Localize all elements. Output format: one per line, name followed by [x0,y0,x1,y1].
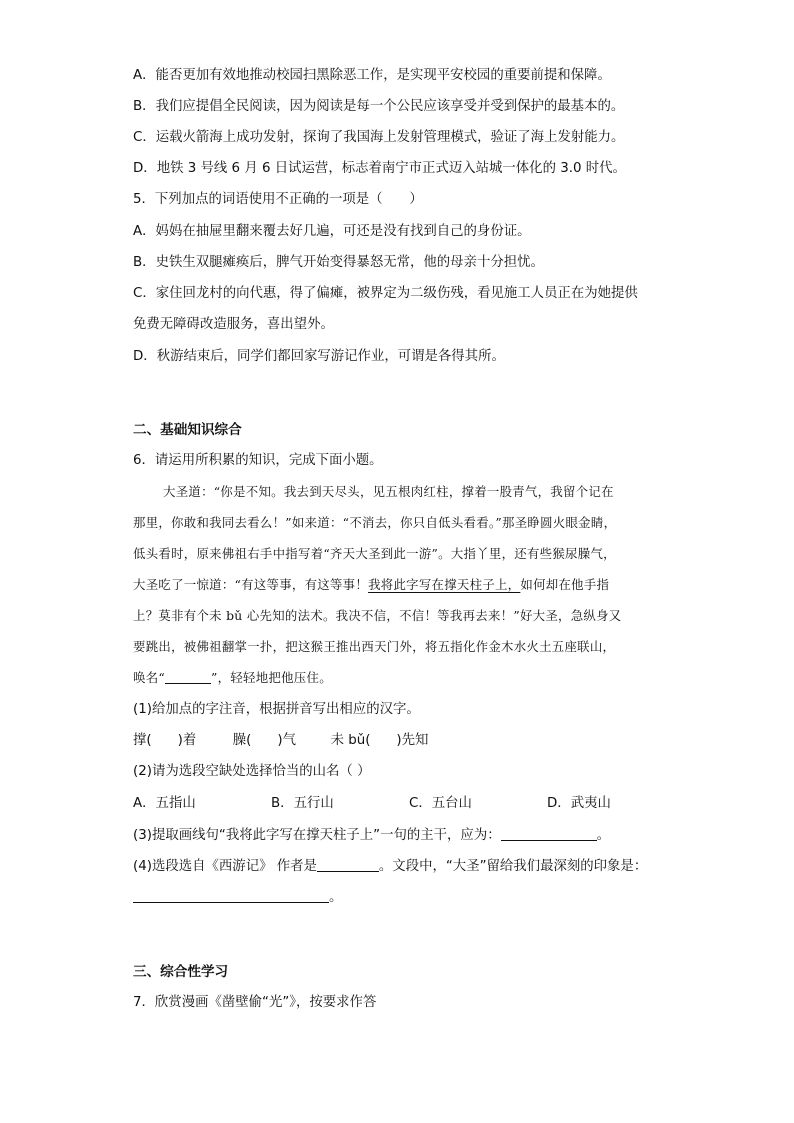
q7-stem: 7．欣赏漫画《凿壁偷“光”》，按要求作答 [133,995,377,1010]
q5-option-c-line2: 免费无障碍改造服务，喜出望外。 [133,317,334,332]
q6-sub4 [133,857,754,877]
passage-text: ”，轻轻地把他压住。 [211,670,332,685]
sub2-option-b[interactable]: B．五行山 [271,796,334,811]
q5-stem: 5．下列加点的词语使用不正确的一项是（ ） [133,192,423,207]
passage-line [133,575,754,595]
q5-option-b: B．史铁生双腿瘫痪后，脾气开始变得暴怒无常，他的母亲十分担忧。 [133,255,544,270]
q5-option-a: A．妈妈在抽屉里翻来覆去好几遍，可还是没有找到自己的身份证。 [133,224,531,239]
impression-blank[interactable] [133,888,329,903]
q6-stem: 6．请运用所积累的知识，完成下面小题。 [133,453,383,468]
mountain-name-blank[interactable] [165,669,211,684]
passage-text: 如何却在他手指 [520,577,610,592]
passage-line: 低头看时，原来佛祖右手中指写着“齐天大圣到此一游”。大指丫里，还有些猴尿臊气， [133,546,616,561]
sub4-stem-a: (4)选段选自《西游记》 作者是 [133,859,317,874]
author-blank[interactable] [317,857,379,872]
q4-option-d: D．地铁 3 号线 6 月 6 日试运营，标志着南宁市正式迈入站城一体化的 3.0 时代。 [133,161,626,176]
passage-line: 大圣道：“你是不知。我去到天尽头，见五根肉红柱，撑着一股青气，我留个记在 [163,484,614,499]
sub2-option-d[interactable]: D．武夷山 [547,796,611,811]
sub2-option-a[interactable]: A．五指山 [133,796,196,811]
sub2-option-c[interactable]: C．五台山 [409,796,472,811]
item-2-open: 臊( [232,733,252,748]
item-3-open: 未 bǔ( [330,733,371,748]
passage-text: 唤名“ [133,670,166,685]
sub4-end: 。 [329,890,343,905]
q6-sub3 [133,826,754,846]
q6-sub4-line2 [133,888,754,908]
section-3-title: 三、综合性学习 [133,964,229,980]
sub3-answer-blank[interactable] [501,826,597,841]
underlined-sentence: 我将此字写在撑天柱子上， [368,577,521,592]
q6-sub1-stem: (1)给加点的字注音，根据拼音写出相应的汉字。 [133,702,420,717]
sub3-end: 。 [596,828,610,843]
sub3-stem: (3)提取画线句“我将此字写在撑天柱子上”一句的主干，应为： [133,828,501,843]
q5-option-d: D．秋游结束后，同学们都回家写游记作业，可谓是各得其所。 [133,349,505,364]
passage-line: 要跳出，被佛祖翻掌一扑，把这猴王推出西天门外，将五指化作金木水火土五座联山， [133,639,616,654]
q4-option-b: B．我们应提倡全民阅读，因为阅读是每一个公民应该享受并受到保护的最基本的。 [133,99,625,114]
item-3-close: )先知 [396,733,429,748]
item-1-open: 撑( [133,733,152,748]
item-1-close: )着 [177,733,197,748]
passage-text: 大圣吃了一惊道：“有这等事，有这等事！ [133,577,369,592]
q6-sub1-items [133,731,754,751]
q6-sub2-stem: (2)请为选段空缺处选择恰当的山名（ ） [133,764,371,779]
q5-option-c-line1: C．家住回龙村的向代惠，得了偏瘫，被界定为二级伤残，看见施工人员正在为她提供 [133,286,638,301]
passage-line: 那里，你敢和我同去看么！”如来道：“不消去，你只自低头看看。”那圣睁圆火眼金睛， [133,515,617,530]
passage-line [133,668,754,688]
q4-option-a: A．能否更加有效地推动校园扫黑除恶工作，是实现平安校园的重要前提和保障。 [133,68,611,83]
q4-option-c: C．运载火箭海上成功发射，探询了我国海上发射管理模式，验证了海上发射能力。 [133,130,625,145]
passage-line: 上？莫非有个未 bǔ 心先知的法术。我决不信，不信！等我再去来！”好大圣，急纵身又 [133,608,622,623]
sub4-stem-b: 。文段中，“大圣”留给我们最深刻的印象是： [378,859,648,874]
section-2-title: 二、基础知识综合 [133,422,242,438]
item-2-close: )气 [277,733,297,748]
